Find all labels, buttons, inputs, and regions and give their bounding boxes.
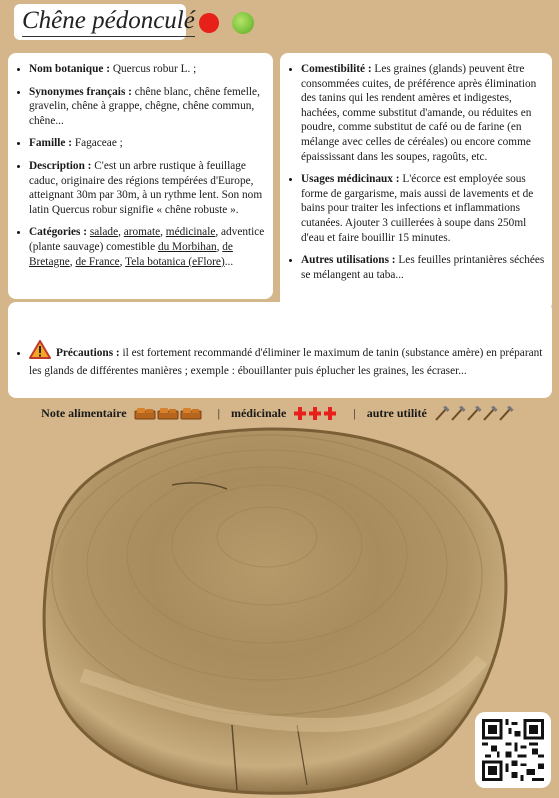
red-dot-icon — [199, 13, 219, 33]
qr-code-box[interactable] — [475, 712, 551, 788]
other-rating-label: autre utilité — [366, 405, 427, 420]
precautions-list — [10, 340, 549, 386]
precautions-card — [8, 302, 552, 398]
cross-icon — [293, 406, 308, 421]
food-rating-icons — [134, 405, 203, 421]
list-item — [29, 85, 272, 129]
info-card-left — [8, 53, 273, 299]
cross-icon — [323, 406, 338, 421]
precautions-item — [29, 340, 549, 378]
item-text: Quercus robur L. ; — [112, 63, 197, 75]
item-label: Nom botanique : — [29, 63, 110, 75]
categories-text: adventice (plante sauvage) comestible — [29, 226, 265, 253]
link-france[interactable]: de France — [75, 255, 120, 268]
oak-log-cross-section-image — [22, 425, 516, 795]
categories-ellipsis: ... — [224, 255, 234, 268]
info-card-right — [280, 53, 552, 311]
green-blob-icon — [232, 12, 254, 34]
item-label: Synonymes français : — [29, 85, 132, 98]
left-list — [10, 62, 272, 277]
tools-icon — [450, 406, 466, 421]
med-rating-icons — [293, 405, 338, 421]
precautions-text: il est fortement recommandé d'éliminer le maximum de tanin (substance amère) en préparant les glands de différentes manières ; exemple : ébouillanter puis éplucher les graines, les écraser... — [29, 347, 543, 377]
tools-icon — [482, 406, 498, 421]
food-rating-label: Note alimentaire — [41, 405, 127, 420]
link-salade[interactable]: salade — [89, 226, 119, 239]
list-item — [29, 136, 272, 151]
link-tela-botanica[interactable]: Tela botanica (eFlore) — [125, 255, 225, 268]
separator: | — [353, 405, 356, 420]
link-morbihan[interactable]: du Morbihan — [157, 240, 217, 253]
list-item — [301, 253, 550, 282]
link-medicinale[interactable]: médicinale — [165, 226, 216, 239]
precautions-label: Précautions : — [56, 347, 120, 359]
warning-icon — [29, 340, 51, 364]
qr-code-icon — [482, 719, 544, 781]
item-text: C'est un arbre rustique à feuillage caduc, originaire des régions tempérées d'Europe, atteignant 30m par 30m, à un rythme lent. Son nom latin Quercus robur signifie « chêne robuste ». — [29, 159, 263, 216]
item-text: Fagaceae ; — [74, 137, 123, 150]
link-aromate[interactable]: aromate — [123, 226, 161, 239]
med-rating-label: médicinale — [230, 405, 287, 420]
link-bretagne[interactable]: de Bretagne — [29, 240, 233, 268]
list-item — [301, 172, 550, 245]
title-box — [14, 4, 195, 40]
food-icon — [134, 406, 157, 421]
rating-bar — [0, 405, 559, 421]
item-label: Comestibilité : — [301, 63, 372, 75]
food-icon — [180, 406, 203, 421]
other-rating-icons — [434, 405, 514, 421]
item-text: chêne blanc, chêne femelle, gravelin, chêne à grappe, chêgne, chêne commun, chêne... — [29, 85, 260, 127]
food-icon — [157, 406, 180, 421]
cross-icon — [308, 406, 323, 421]
item-label: Description : — [29, 159, 92, 172]
list-item — [29, 159, 272, 217]
separator: | — [217, 405, 220, 420]
item-label: Famille : — [29, 137, 72, 150]
page-title: Chêne pédonculé — [22, 6, 195, 37]
right-list — [282, 62, 550, 290]
list-item — [29, 62, 272, 77]
item-text: Les feuilles printanières séchées se mélangent au taba... — [301, 254, 545, 281]
tools-icon — [466, 406, 482, 421]
categories-label: Catégories : — [29, 226, 88, 239]
item-label: Usages médicinaux : — [301, 173, 400, 186]
categories-item: • Catégories : salade, aromate, médicinale, adventice (plante sauvage) comestible du Morbihan, de Bretagne, de France, Tela botanica (eFlore)... — [29, 225, 272, 269]
tools-icon — [434, 406, 450, 421]
item-text: Les graines (glands) peuvent être consommées cuites, de préférence après élimination des tanins qui les rendent amères et indigestes, hachées, comme substitut d'amande, ou réduites en poudre, comme substitut de café ou de farine (en mélange avec celles de céréales) ou encore comme épaississant dans les soupes, ragoûts, etc. — [301, 63, 537, 163]
item-text: L'écorce est employée sous forme de gargarisme, mais aussi de lavements et de bains pour traiter les infections et inflammations cutanées. Ajouter 3 cuillerées à soupe dans 250ml d'eau et faire bouillir 15 minutes. — [301, 173, 534, 244]
item-label: Autres utilisations : — [301, 254, 396, 267]
tools-icon — [498, 406, 514, 421]
list-item — [301, 62, 550, 164]
